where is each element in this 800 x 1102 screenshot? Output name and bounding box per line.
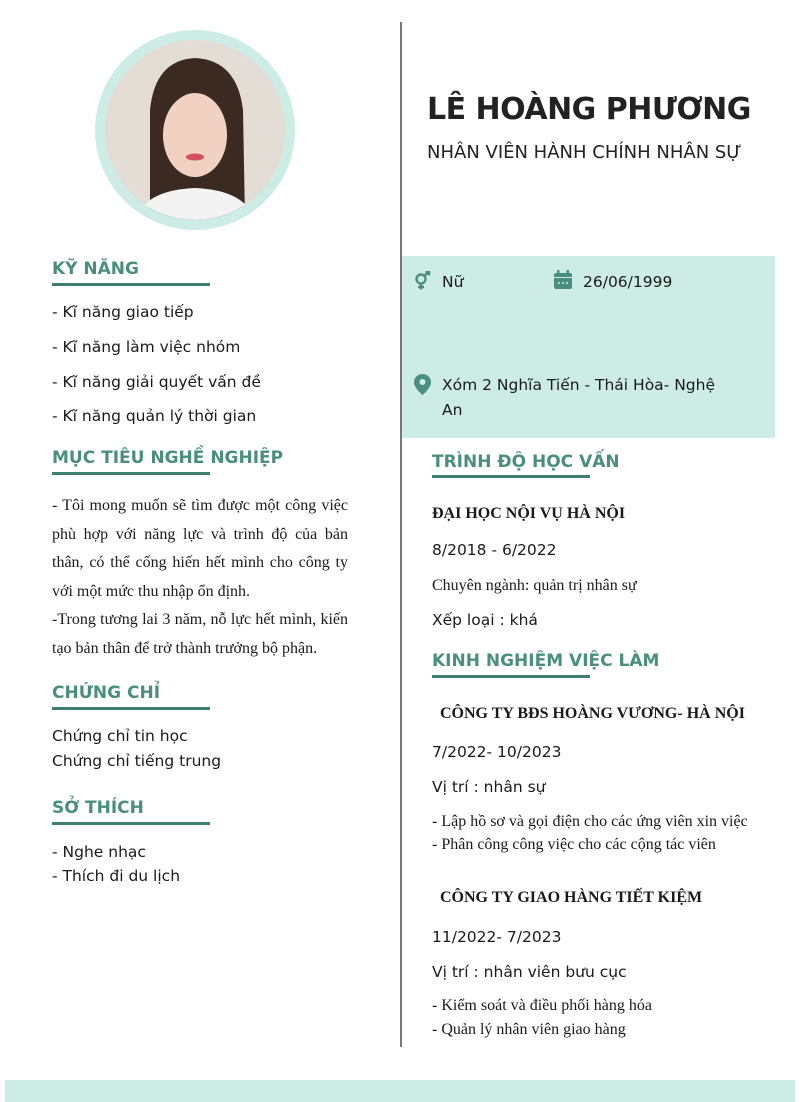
company-name: CÔNG TY GIAO HÀNG TIẾT KIỆM [440, 889, 703, 906]
gender-icon [412, 271, 432, 291]
gender-value: Nữ [442, 273, 464, 291]
job-task: - Kiểm soát và điều phối hàng hóa [432, 997, 652, 1014]
education-heading: TRÌNH ĐỘ HỌC VẤN [432, 452, 620, 472]
hobby-item: - Thích đi du lịch [52, 867, 181, 885]
heading-underline [52, 283, 210, 286]
column-divider [400, 22, 402, 1047]
heading-underline [52, 472, 210, 475]
job-role: Vị trí : nhân viên bưu cục [432, 963, 627, 981]
calendar-icon [553, 270, 573, 290]
heading-underline [432, 675, 590, 678]
certificate-item: Chứng chỉ tin học [52, 727, 188, 745]
heading-underline [52, 822, 210, 825]
certificate-item: Chứng chỉ tiếng trung [52, 752, 222, 770]
company-name: CÔNG TY BĐS HOÀNG VƯƠNG- HÀ NỘI [440, 705, 745, 722]
skill-item: - Kĩ năng giải quyết vấn đề [52, 373, 261, 391]
avatar [105, 40, 285, 220]
education-grade: Xếp loại : khá [432, 611, 538, 629]
hobby-item: - Nghe nhạc [52, 843, 146, 861]
objective-paragraph: -Trong tương lai 3 năm, nỗ lực hết mình, kiến tạo bản thân để trở thành trưởng bộ phận. [52, 611, 348, 657]
job-period: 11/2022- 7/2023 [432, 928, 562, 946]
job-task: - Phân công công việc cho các cộng tác viên [432, 836, 716, 853]
hobbies-heading: SỞ THÍCH [52, 798, 144, 818]
address-line-2: An [442, 401, 463, 419]
certificates-heading: CHỨNG CHỈ [52, 683, 161, 703]
objective-text [52, 492, 348, 663]
job-title: NHÂN VIÊN HÀNH CHÍNH NHÂN SỰ [427, 142, 742, 163]
skills-heading: KỸ NĂNG [52, 259, 139, 279]
full-name: LÊ HOÀNG PHƯƠNG [427, 92, 751, 127]
location-pin-icon [414, 374, 431, 395]
experience-heading: KINH NGHIỆM VIỆC LÀM [432, 651, 660, 671]
skill-item: - Kĩ năng giao tiếp [52, 303, 194, 321]
school-name: ĐẠI HỌC NỘI VỤ HÀ NỘI [432, 505, 626, 522]
address-line-1: Xóm 2 Nghĩa Tiến - Thái Hòa- Nghệ [442, 376, 715, 394]
skill-item: - Kĩ năng làm việc nhóm [52, 338, 241, 356]
job-period: 7/2022- 10/2023 [432, 743, 562, 761]
education-period: 8/2018 - 6/2022 [432, 541, 557, 559]
heading-underline [432, 475, 590, 478]
job-task: - Quản lý nhân viên giao hàng [432, 1021, 626, 1038]
job-role: Vị trí : nhân sự [432, 778, 546, 796]
objective-heading: MỤC TIÊU NGHỀ NGHIỆP [52, 448, 284, 468]
birthday-value: 26/06/1999 [583, 273, 673, 291]
footer-bar [5, 1080, 795, 1102]
job-task: - Lập hồ sơ và gọi điện cho các ứng viên xin việc [432, 813, 748, 830]
education-major: Chuyên ngành: quản trị nhân sự [432, 577, 637, 594]
heading-underline [52, 707, 210, 710]
skill-item: - Kĩ năng quản lý thời gian [52, 407, 257, 425]
objective-paragraph: - Tôi mong muốn sẽ tìm được một công việc phù hợp với năng lực và trình độ của bản thân, có thể cống hiến hết mình cho công ty với một mức thu nhập ổn định. [52, 497, 348, 600]
